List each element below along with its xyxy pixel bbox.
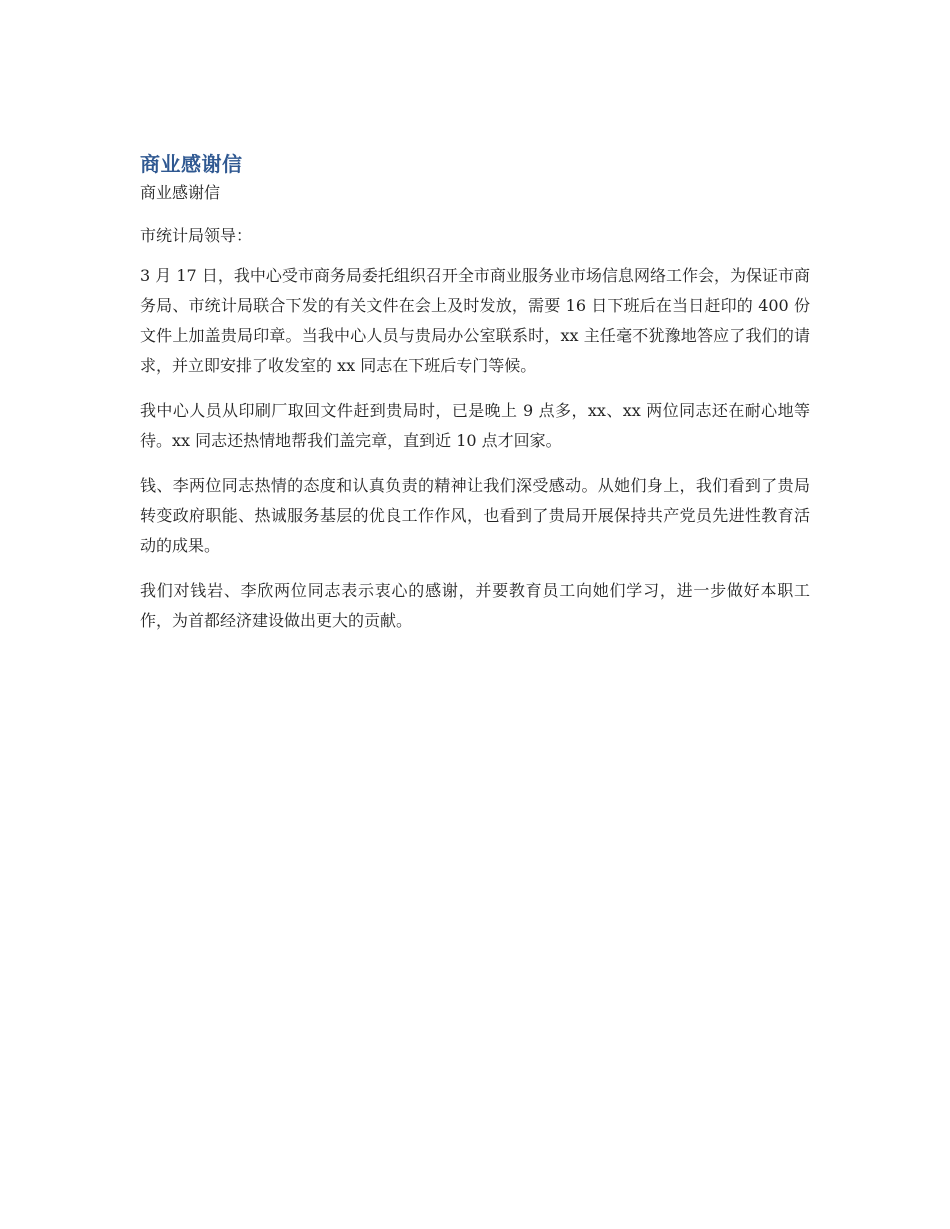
document-title: 商业感谢信 — [140, 152, 243, 176]
body-paragraph-2: 我中心人员从印刷厂取回文件赶到贵局时，已是晚上 9 点多，xx、xx 两位同志还在耐心地等待。xx 同志还热情地帮我们盖完章，直到近 10 点才回家。 — [140, 401, 810, 450]
document-subtitle: 商业感谢信 — [140, 183, 221, 202]
body-paragraph-4: 我们对钱岩、李欣两位同志表示衷心的感谢，并要教育员工向她们学习，进一步做好本职工作，为首都经济建设做出更大的贡献。 — [140, 581, 810, 630]
body-paragraph-3: 钱、李两位同志热情的态度和认真负责的精神让我们深受感动。从她们身上，我们看到了贵局转变政府职能、热诚服务基层的优良工作作风，也看到了贵局开展保持共产党员先进性教育活动的成果。 — [140, 476, 810, 555]
document-page — [140, 148, 810, 651]
body-paragraph-1: 3 月 17 日，我中心受市商务局委托组织召开全市商业服务业市场信息网络工作会，为保证市商务局、市统计局联合下发的有关文件在会上及时发放，需要 16 日下班后在当日赶印的 400 份文件上加盖贵局印章。当我中心人员与贵局办公室联系时，xx 主任毫不犹豫地答应了我们的请求，并立即安排了收发室的 xx 同志在下班后专门等候。 — [140, 266, 810, 375]
salutation: 市统计局领导： — [140, 226, 253, 245]
